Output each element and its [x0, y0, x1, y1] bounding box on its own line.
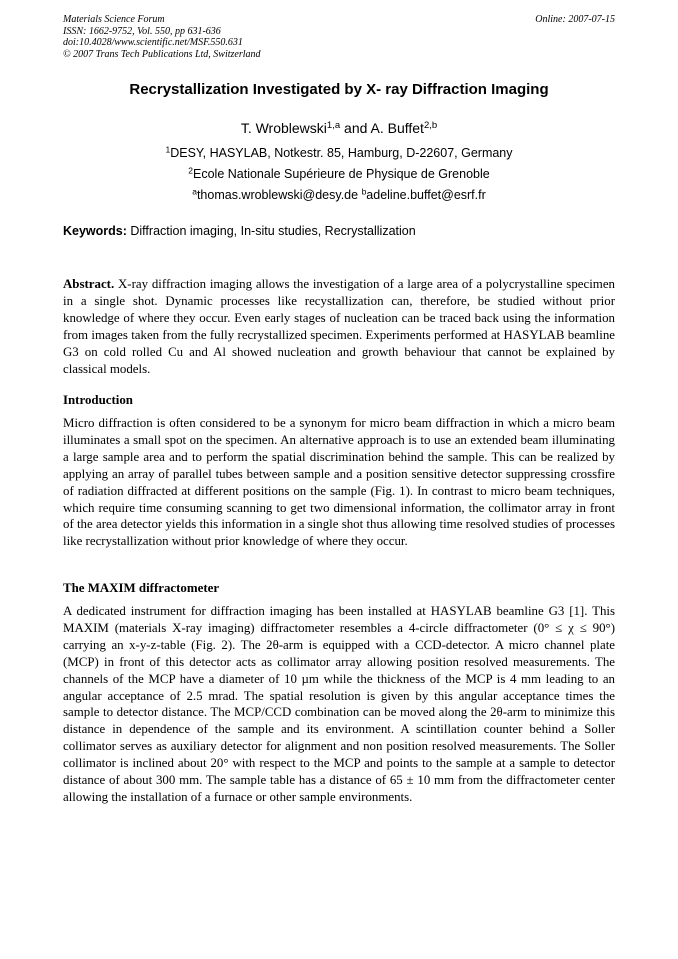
introduction-text: Micro diffraction is often considered to be a synonym for micro beam diffraction in which a micro beam illuminates a small spot on the specimen. An alternative approach is to use an extended beam illuminating a large sample area and to perform the spatial discrimination behind the sample. This can be realized by applying an array of parallel tubes between sample and a position sensitive detector suppressing crossfire of radiation diffracted at different positions on the sample (Fig. 1). In contrast to micro beam techniques, which require time consuming scanning to get two dimensional information, the collimator array in front of the area detector yields this information in a single shot thus allowing time resolved studies of processes like recrystallization without prior knowledge of where they occur.	[63, 416, 615, 549]
keywords-text: Diffraction imaging, In-situ studies, Recrystallization	[126, 224, 416, 238]
abstract-text: X-ray diffraction imaging allows the investigation of a large area of a polycrystalline specimen in a single shot. Dynamic processes like recystallization can, therefore, be studied without prior knowledge of where they occur. Even early stages of nucleation can be traced back using the information from images taken from the fully recrystallized specimen. Experiments performed at HASYLAB beamline G3 on cold rolled Cu and Al showed nucleation and growth behaviour that cannot be explained by classical models.	[63, 277, 615, 376]
author-2-sup: 2,b	[423, 119, 438, 131]
paper-title: Recrystallization Investigated by X- ray Diffraction Imaging	[129, 81, 549, 98]
affiliation-1-text: DESY, HASYLAB, Notkestr. 85, Hamburg, D-22607, Germany	[170, 146, 513, 160]
affiliation-2-sup: 2	[188, 165, 193, 176]
keywords-label: Keywords:	[63, 224, 127, 238]
keywords	[63, 224, 623, 238]
journal-issn: ISSN: 1662-9752, Vol. 550, pp 631-636	[63, 25, 221, 37]
author-line	[0, 120, 678, 136]
introduction-heading: Introduction	[63, 393, 133, 407]
journal-copyright: © 2007 Trans Tech Publications Ltd, Switzerland	[63, 48, 261, 60]
abstract	[63, 276, 615, 377]
email-line	[0, 188, 678, 202]
abstract-label: Abstract.	[63, 277, 115, 291]
email-b: adeline.buffet@esrf.fr	[366, 188, 486, 202]
affiliation-1	[0, 146, 678, 160]
journal-doi: doi:10.4028/www.scientific.net/MSF.550.631	[63, 37, 243, 48]
email-a: thomas.wroblewski@desy.de	[196, 188, 362, 202]
author-1: T. Wroblewski	[240, 120, 327, 136]
maxim-heading: The MAXIM diffractometer	[63, 581, 220, 595]
affiliation-2	[0, 167, 678, 181]
affiliation-1-sup: 1	[165, 144, 171, 155]
author-1-sup: 1,a	[326, 119, 341, 131]
author-2: and A. Buffet	[340, 120, 424, 136]
email-b-sup: b	[361, 186, 367, 197]
journal-header	[63, 14, 261, 60]
journal-name: Materials Science Forum	[63, 14, 165, 25]
affiliation-2-text: Ecole Nationale Supérieure de Physique de Grenoble	[193, 167, 490, 181]
maxim-text: A dedicated instrument for diffraction imaging has been installed at HASYLAB beamline G3 [1]. This MAXIM (materials X-ray imaging) diffractometer resembles a 4-circle diffractometer (0° ≤ χ ≤ 90°) carrying an x-y-z-table (Fig. 2). The 2θ-arm is equipped with a CCD-detector. A micro channel plate (MCP) in front of this detector acts as collimator array allowing position resolved measurements. The channels of the MCP have a diameter of 10 µm while the thickness of the MCP is 4 mm leading to an angular acceptance of 2.5 mrad. The spatial resolution is given by this angular acceptance times the sample to detector distance. The MCP/CCD combination can be moved along the 2θ-arm to minimize this distance in dependence of the sample and its environment. A scintillation counter behind a Soller collimator serves as auxiliary detector for alignment and non position resolved measurements. The Soller collimator is inclined about 20° with respect to the MCP and points to the sample at a sample to detector distance of about 300 mm. The sample table has a distance of 65 ± 10 mm from the diffractometer center allowing the installation of a furnace or other sample environments.	[63, 604, 615, 804]
email-a-sup: a	[192, 186, 197, 197]
online-date: Online: 2007-07-15	[535, 14, 615, 25]
